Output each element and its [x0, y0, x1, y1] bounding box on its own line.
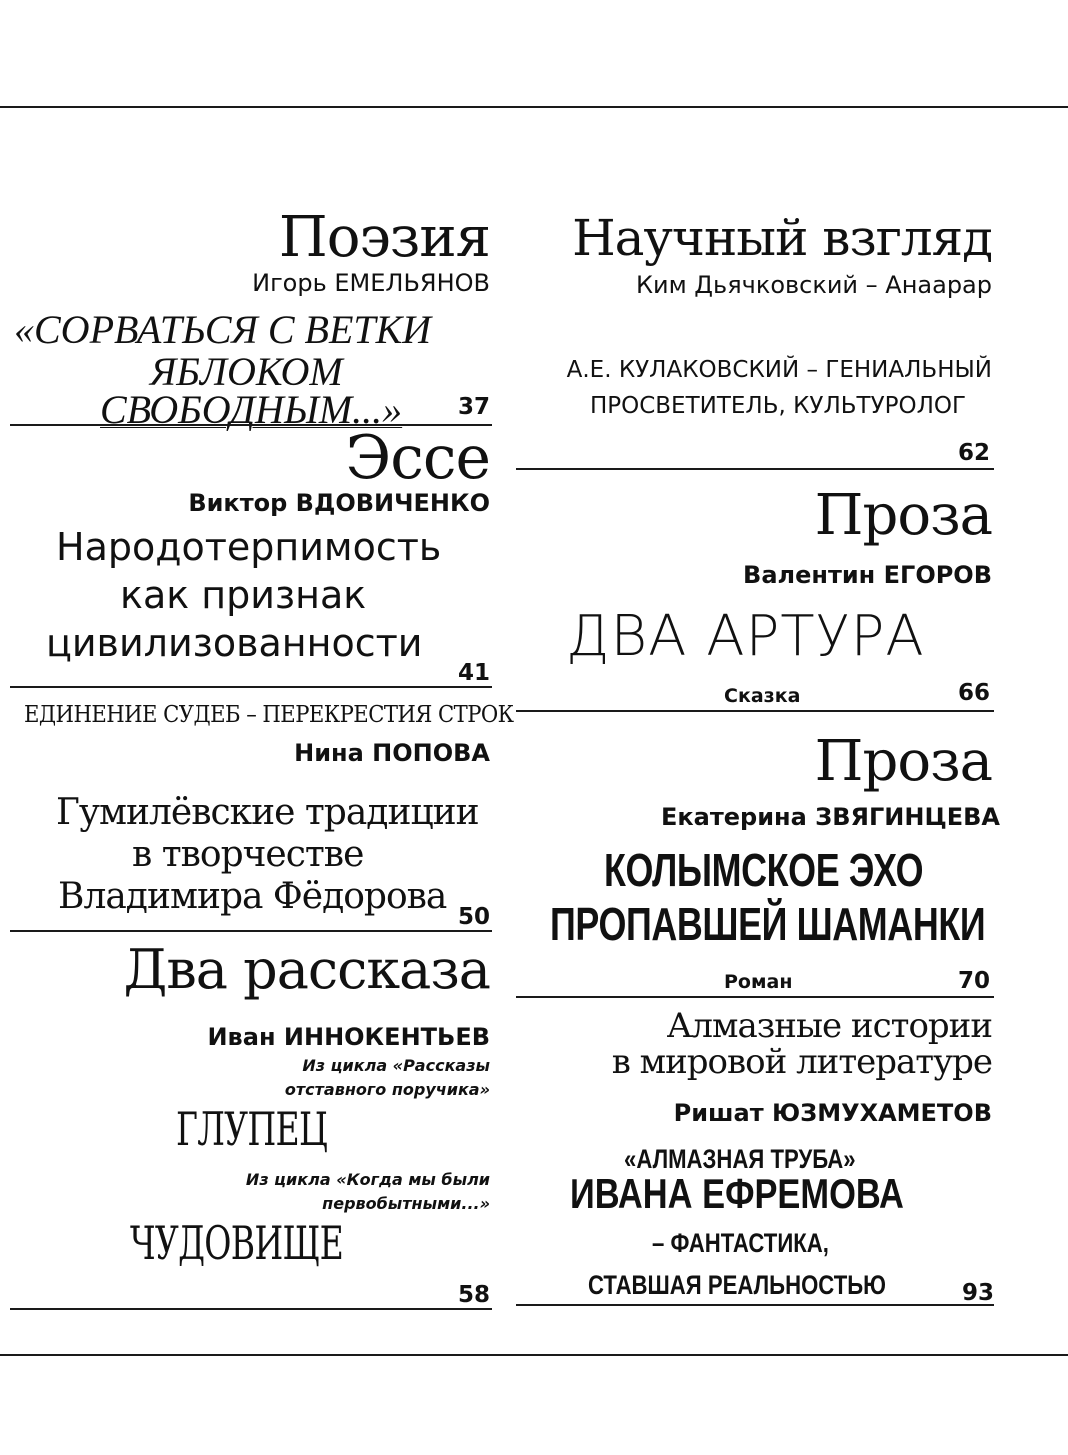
author-first-name: Нина — [294, 739, 364, 767]
author-first-name: Виктор — [188, 489, 288, 517]
author-last-name: ЕГОРОВ — [883, 561, 992, 589]
section-heading-diamond-line-1: Алмазные истории — [666, 1006, 992, 1046]
title-essay-line-1: Народотерпимость — [56, 525, 442, 569]
title-science — [516, 352, 992, 424]
page-number-prose-1: 66 — [958, 680, 991, 706]
author-first-name: Ришат — [673, 1099, 764, 1127]
title-unity-line-1: Гумилёвские традиции — [56, 792, 479, 833]
author-last-name: ЗВЯГИНЦЕВА — [815, 803, 1000, 831]
section-heading-unity: ЕДИНЕНИЕ СУДЕБ – ПЕРЕКРЕСТИЯ СТРОК — [24, 702, 514, 728]
author-last-name: ПОПОВА — [372, 739, 490, 767]
title-prose-2-line-1: КОЛЫМСКОЕ ЭХО — [604, 844, 924, 896]
author-first-name: Игорь — [252, 269, 327, 297]
section-heading-essay: Эссе — [345, 423, 490, 493]
page-number-essay: 41 — [458, 660, 491, 686]
cycle-note-1 — [10, 1054, 490, 1102]
title-diamond-line-2: ИВАНА ЕФРЕМОВА — [570, 1170, 904, 1217]
title-prose-1: ДВА АРТУРА — [566, 604, 925, 669]
genre-prose-1: Сказка — [724, 685, 801, 707]
divider-science — [516, 468, 994, 470]
page-number-poetry: 37 — [458, 394, 491, 420]
section-heading-poetry: Поэзия — [278, 205, 490, 270]
author-prose-1 — [516, 560, 992, 590]
divider-unity — [10, 930, 492, 932]
story-title-2: ЧУДОВИЩЕ — [130, 1216, 344, 1270]
title-diamond-line-1: «АЛМАЗНАЯ ТРУБА» — [624, 1144, 856, 1174]
genre-prose-2: Роман — [724, 971, 793, 993]
author-essay — [10, 488, 490, 518]
title-poetry-line-2: ЯБЛОКОМ — [150, 349, 343, 394]
author-poetry — [10, 268, 490, 298]
divider-essay — [10, 686, 492, 688]
cycle-note-1-line-2: отставного поручика» — [284, 1080, 490, 1099]
title-unity-line-3: Владимира Фёдорова — [58, 876, 447, 917]
bottom-rule — [0, 1354, 1068, 1356]
story-title-1: ГЛУПЕЦ — [176, 1102, 328, 1156]
title-poetry-line-3: СВОБОДНЫМ...» — [100, 387, 403, 432]
page-number-prose-2: 70 — [958, 968, 991, 994]
title-science-line-1: А.Е. КУЛАКОВСКИЙ – ГЕНИАЛЬНЫЙ — [566, 357, 992, 383]
page-number-two-stories: 58 — [458, 1282, 491, 1308]
title-prose-2-line-2: ПРОПАВШЕЙ ШАМАНКИ — [550, 898, 986, 950]
title-essay-line-2: как признак — [120, 573, 367, 617]
author-first-name: Иван — [207, 1023, 276, 1051]
title-essay-line-3: цивилизованности — [46, 621, 423, 665]
divider-prose-1 — [516, 710, 994, 712]
page-number-unity: 50 — [458, 904, 491, 930]
section-heading-prose-1: Проза — [814, 483, 992, 548]
author-first-name: Валентин — [743, 561, 876, 589]
title-poetry-line-1: «СОРВАТЬСЯ С ВЕТКИ — [14, 307, 432, 352]
divider-two-stories — [10, 1308, 492, 1310]
cycle-note-2-line-2: первобытными...» — [322, 1194, 490, 1213]
author-two-stories — [10, 1022, 490, 1052]
author-science: Ким Дьячковский – Анаарар — [635, 271, 992, 299]
cycle-note-2 — [10, 1168, 490, 1216]
author-prose-2 — [516, 802, 1000, 832]
section-heading-diamond-line-2: в мировой литературе — [611, 1042, 992, 1082]
author-last-name: ЕМЕЛЬЯНОВ — [334, 269, 490, 297]
cycle-note-2-line-1: Из цикла «Когда мы были — [245, 1170, 490, 1189]
title-science-line-2: ПРОСВЕТИТЕЛЬ, КУЛЬТУРОЛОГ — [589, 393, 966, 419]
author-diamond — [516, 1098, 992, 1128]
section-heading-diamond — [516, 1008, 992, 1080]
divider-prose-2 — [516, 996, 994, 998]
author-last-name: ИННОКЕНТЬЕВ — [283, 1023, 490, 1051]
page-number-science: 62 — [958, 440, 991, 466]
page-number-diamond: 93 — [962, 1280, 995, 1306]
author-first-name: Екатерина — [660, 803, 807, 831]
author-last-name: ВДОВИЧЕНКО — [295, 489, 490, 517]
title-diamond-line-4: СТАВШАЯ РЕАЛЬНОСТЬЮ — [588, 1270, 887, 1300]
divider-diamond — [516, 1304, 994, 1306]
title-unity-line-2: в творчестве — [132, 834, 364, 875]
author-last-name: ЮЗМУХАМЕТОВ — [771, 1099, 992, 1127]
section-heading-two-stories: Два рассказа — [123, 938, 490, 1001]
title-diamond-line-3: – ФАНТАСТИКА, — [652, 1228, 829, 1258]
section-heading-prose-2: Проза — [814, 729, 992, 794]
top-rule — [0, 106, 1068, 108]
section-heading-science: Научный взгляд — [572, 209, 992, 267]
author-unity — [10, 738, 490, 768]
cycle-note-1-line-1: Из цикла «Рассказы — [302, 1056, 490, 1075]
